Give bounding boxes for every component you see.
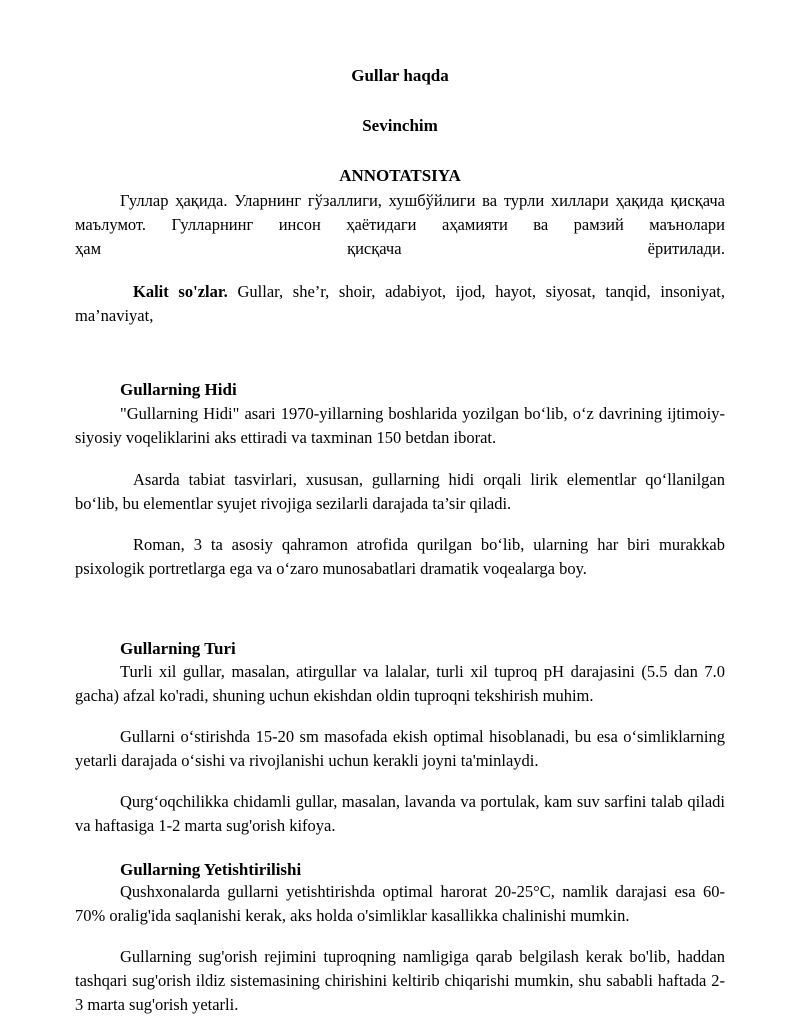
section-paragraph: "Gullarning Hidi" asari 1970-yillarning boshlarida yozilgan bo‘lib, o‘z davrining ijtimoiy-siyosiy voqeliklarini aks ettiradi va taxminan 150 betdan iborat. xyxy=(75,404,725,447)
annotation-text: Гуллар ҳақида. Уларнинг гўзаллиги, хушбўйлиги ва турли хиллари ҳақида қисқача маълумот. Гулларнинг инсон ҳаётидаги аҳамияти ва рамзий маънолари xyxy=(75,191,725,234)
keywords-text: Gullar, she’r, shoir, adabiyot, ijod, hayot, siyosat, tanqid, insoniyat, ma’naviyat, xyxy=(75,282,725,325)
annotation-word-1: ҳам xyxy=(75,239,102,258)
annotation-last-line xyxy=(75,237,725,261)
keywords-paragraph xyxy=(75,280,725,328)
annotation-heading: ANNOTATSIYA xyxy=(339,166,461,185)
section-paragraph: Turli xil gullar, masalan, atirgullar va lalalar, turli xil tuproq pH darajasini (5.5 dan 7.0 gacha) afzal ko'radi, shuning uchun ekishdan oldin tuproqni tekshirish muhim. xyxy=(75,662,725,705)
annotation-paragraph xyxy=(75,189,725,237)
document-author: Sevinchim xyxy=(362,116,438,135)
section-paragraph: Gullarni o‘stirishda 15-20 sm masofada ekish optimal hisoblanadi, bu esa o‘simliklarning yetarli darajada o‘sishi va rivojlanishi uchun kerakli joyni ta'minlaydi. xyxy=(75,727,725,770)
section-heading-turi: Gullarning Turi xyxy=(120,639,236,658)
annotation-word-3: ёритилади. xyxy=(647,239,725,258)
document-title: Gullar haqda xyxy=(351,66,449,85)
keywords-label: Kalit so'zlar. xyxy=(133,282,228,301)
annotation-word-2: қисқача xyxy=(347,239,402,258)
section-paragraph: Asarda tabiat tasvirlari, xususan, gullarning hidi orqali lirik elementlar qo‘llanilgan bo‘lib, bu elementlar syujet rivojiga sezilarli darajada ta’sir qiladi. xyxy=(75,470,725,513)
section-paragraph: Roman, 3 ta asosiy qahramon atrofida qurilgan bo‘lib, ularning har biri murakkab psixologik portretlarga ega va o‘zaro munosabatlari dramatik voqealarga boy. xyxy=(75,535,725,578)
section-heading-yetishtirilishi: Gullarning Yetishtirilishi xyxy=(120,860,302,879)
section-paragraph: Qurg‘oqchilikka chidamli gullar, masalan, lavanda va portulak, kam suv sarfini talab qiladi va haftasiga 1-2 marta sug'orish kifoya. xyxy=(75,792,725,835)
section-paragraph: Gullarning sug'orish rejimini tuproqning namligiga qarab belgilash kerak bo'lib, haddan tashqari sug'orish ildiz sistemasining chirishini keltirib chiqarishi mumkin, shu sababli haftada 2-3 marta sug'orish yetarli. xyxy=(75,947,725,1014)
section-paragraph: Qushxonalarda gullarni yetishtirishda optimal harorat 20-25°C, namlik darajasi esa 60-70% oralig'ida saqlanishi kerak, aks holda o'simliklar kasallikka chalinishi mumkin. xyxy=(75,882,725,925)
section-heading-hidi: Gullarning Hidi xyxy=(120,380,237,399)
